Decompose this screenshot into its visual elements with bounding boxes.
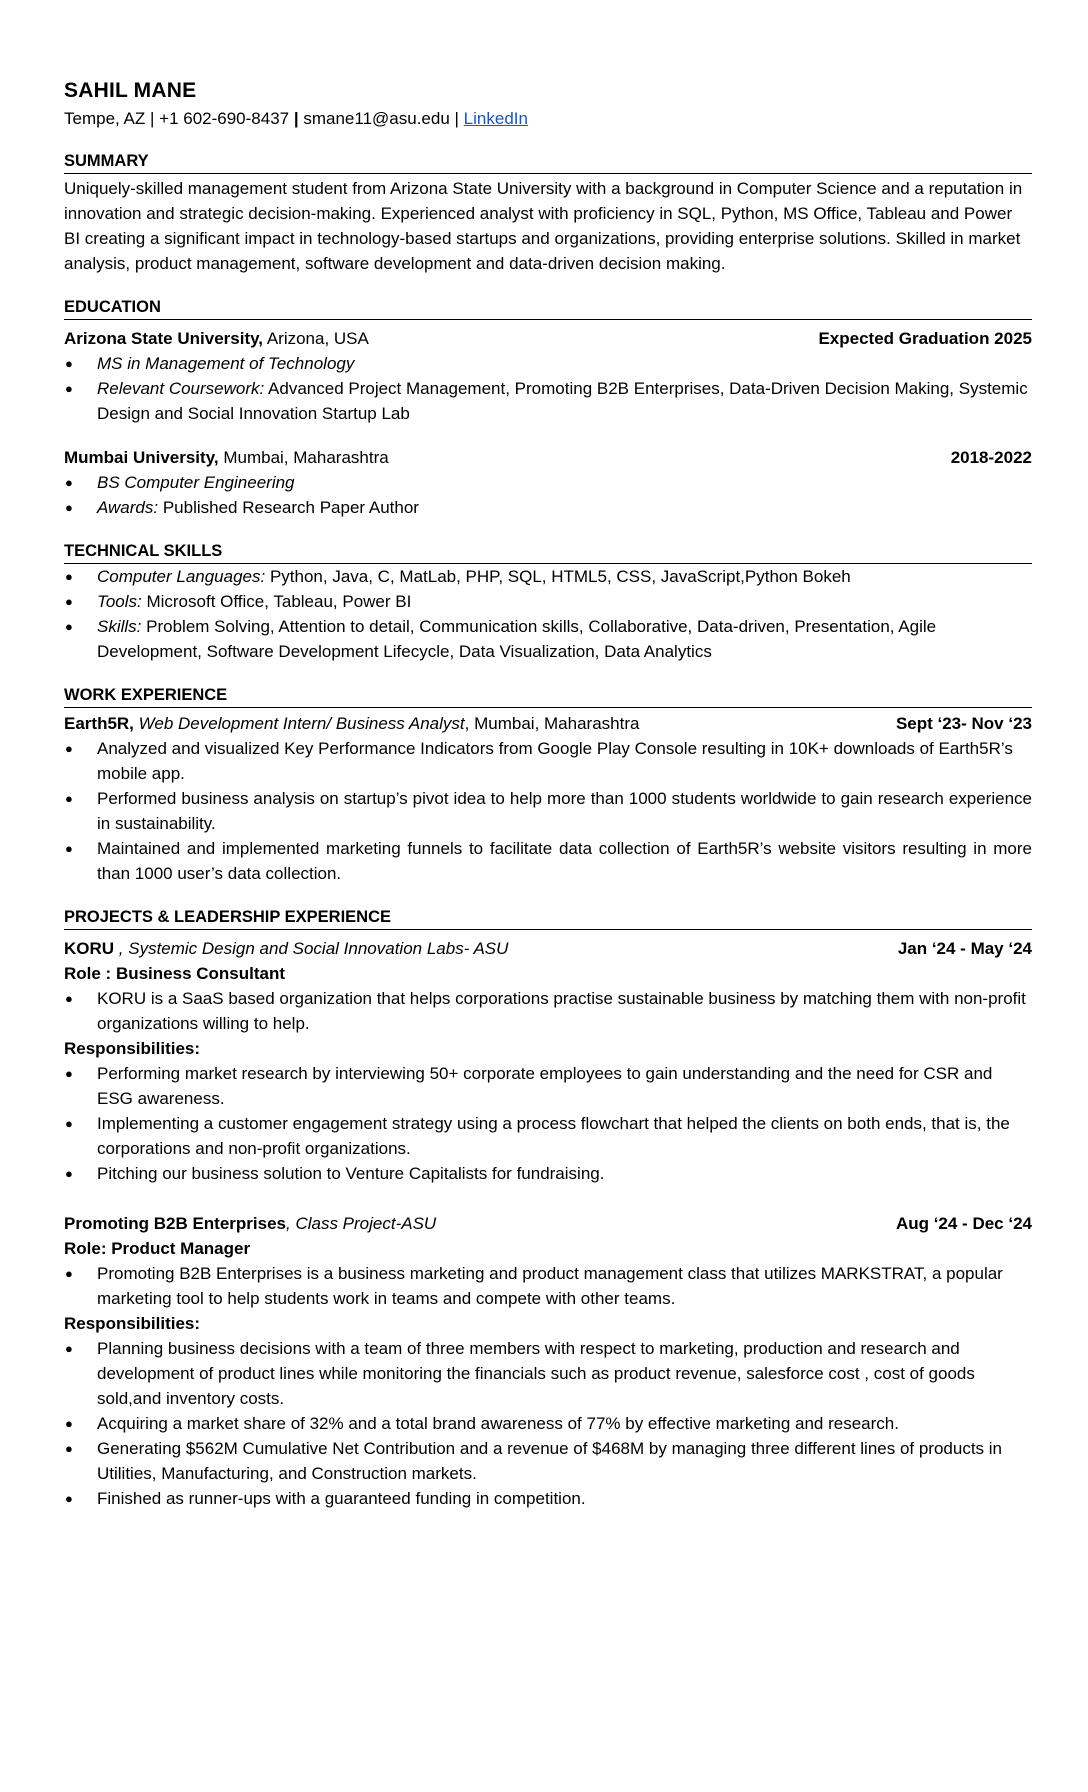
project-subtitle: , Class Project-ASU [286, 1214, 437, 1233]
separator: | [150, 109, 160, 128]
list-item: ● Analyzed and visualized Key Performance Indicators from Google Play Console resulting in 10K+ downloads of Earth5R’s mobile app. [64, 736, 1032, 786]
school-name: Mumbai University, [64, 448, 219, 467]
section-title-work: WORK EXPERIENCE [64, 684, 1032, 708]
project-role: Role : Business Consultant [64, 964, 286, 983]
education-entry [64, 326, 1032, 426]
list-item [64, 495, 1032, 520]
skill-label: Computer Languages: [97, 567, 266, 586]
resume-page [64, 76, 1032, 1511]
project-date: Jan ‘24 - May ‘24 [897, 939, 1032, 958]
list-item: ● Planning business decisions with a team of three members with respect to marketing, production and research and development of product lines while monitoring the financials such as product revenue, salesforce cost , cost of goods sold,and inventory costs. [64, 1336, 1032, 1411]
project-role: Role: Product Manager [64, 1239, 251, 1258]
skill-text: Problem Solving, Attention to detail, Communication skills, Collaborative, Data-driven, Presentation, Agile Development, Software Development Lifecycle, Data Visualization, Data Analytics [97, 617, 937, 661]
education-entry [64, 445, 1032, 520]
contact-line [64, 106, 1032, 132]
email[interactable]: smane11@asu.edu [303, 109, 450, 128]
project-date: Aug ‘24 - Dec ‘24 [895, 1214, 1032, 1233]
list-item: ● Promoting B2B Enterprises is a business marketing and product management class that utilizes MARKSTRAT, a popular marketing tool to help students work in teams and compete with other teams. [64, 1261, 1032, 1311]
section-title-skills: TECHNICAL SKILLS [64, 540, 1032, 564]
school-name: Arizona State University, [64, 329, 264, 348]
section-title-projects: PROJECTS & LEADERSHIP EXPERIENCE [64, 906, 1032, 930]
responsibilities-label: Responsibilities: [64, 1039, 201, 1058]
project-entry [64, 936, 1032, 1186]
skill-label: Tools: [97, 592, 142, 611]
summary-text: Uniquely-skilled management student from Arizona State University with a background in Computer Science and a reputation in innovation and strategic decision-making. Experienced analyst with proficiency in SQL, Python, MS Office, Tableau and Power BI creating a significant impact in technology-based startups and organizations, providing enterprise solutions. Skilled in market analysis, product management, software development and data-driven decision making. [64, 179, 1023, 273]
list-item: ● KORU is a SaaS based organization that helps corporations practise sustainable business by matching them with non-profit organizations willing to help. [64, 986, 1032, 1036]
project-subtitle: , Systemic Design and Social Innovation Labs- ASU [114, 939, 509, 958]
school-date: 2018-2022 [950, 448, 1032, 467]
degree: BS Computer Engineering [97, 473, 295, 492]
job-role: Web Development Intern/ Business Analyst [133, 714, 465, 733]
list-item: ● Generating $562M Cumulative Net Contribution and a revenue of $468M by managing three different lines of products in Utilities, Manufacturing, and Construction markets. [64, 1436, 1032, 1486]
skill-text: Microsoft Office, Tableau, Power BI [141, 592, 412, 611]
linkedin-link[interactable]: LinkedIn [463, 109, 528, 128]
job-entry [64, 711, 1032, 886]
degree: MS in Management of Technology [97, 354, 355, 373]
location: Tempe, AZ [64, 109, 146, 128]
phone: +1 602-690-8437 [159, 109, 290, 128]
responsibilities-label: Responsibilities: [64, 1314, 201, 1333]
detail-text: Published Research Paper Author [158, 498, 419, 517]
detail-label: Awards: [97, 498, 159, 517]
list-item: ● Finished as runner-ups with a guaranteed funding in competition. [64, 1486, 1032, 1511]
detail-text: Advanced Project Management, Promoting B2B Enterprises, Data-Driven Decision Making, Systemic Design and Social Innovation Startup Lab [97, 379, 1028, 423]
skill-text: Python, Java, C, MatLab, PHP, SQL, HTML5, CSS, JavaScript,Python Bokeh [265, 567, 851, 586]
list-item: ● Performing market research by interviewing 50+ corporate employees to gain understanding and the need for CSR and ESG awareness. [64, 1061, 1032, 1111]
list-item: ● Acquiring a market share of 32% and a total brand awareness of 77% by effective marketing and research. [64, 1411, 1032, 1436]
detail-label: Relevant Coursework: [97, 379, 265, 398]
skill-label: Skills: [97, 617, 142, 636]
list-item: ● Maintained and implemented marketing funnels to facilitate data collection of Earth5R’s website visitors resulting in more than 1000 user’s data collection. [64, 836, 1032, 886]
list-item [64, 376, 1032, 426]
school-location: Arizona, USA [263, 329, 369, 348]
separator: | [293, 109, 299, 128]
list-item: ● Implementing a customer engagement strategy using a process flowchart that helped the clients on both ends, that is, the corporations and non-profit organizations. [64, 1111, 1032, 1161]
list-item: ● Pitching our business solution to Venture Capitalists for fundraising. [64, 1161, 1032, 1186]
project-name: KORU [64, 939, 115, 958]
list-item [64, 470, 1032, 495]
candidate-name: SAHIL MANE [64, 79, 197, 102]
school-date: Expected Graduation 2025 [818, 329, 1032, 348]
job-date: Sept ‘23- Nov ‘23 [895, 714, 1032, 733]
project-name: Promoting B2B Enterprises [64, 1214, 286, 1233]
job-location: , Mumbai, Maharashtra [464, 714, 640, 733]
section-title-summary: SUMMARY [64, 150, 1032, 174]
list-item [64, 614, 1032, 664]
list-item [64, 351, 1032, 376]
school-location: Mumbai, Maharashtra [218, 448, 389, 467]
project-entry [64, 1211, 1032, 1511]
list-item: ● Performed business analysis on startup’s pivot idea to help more than 1000 students worldwide to gain research experience in sustainability. [64, 786, 1032, 836]
separator: | [454, 109, 464, 128]
section-title-education: EDUCATION [64, 296, 1032, 320]
list-item [64, 564, 1032, 589]
company-name: Earth5R, [64, 714, 134, 733]
list-item [64, 589, 1032, 614]
